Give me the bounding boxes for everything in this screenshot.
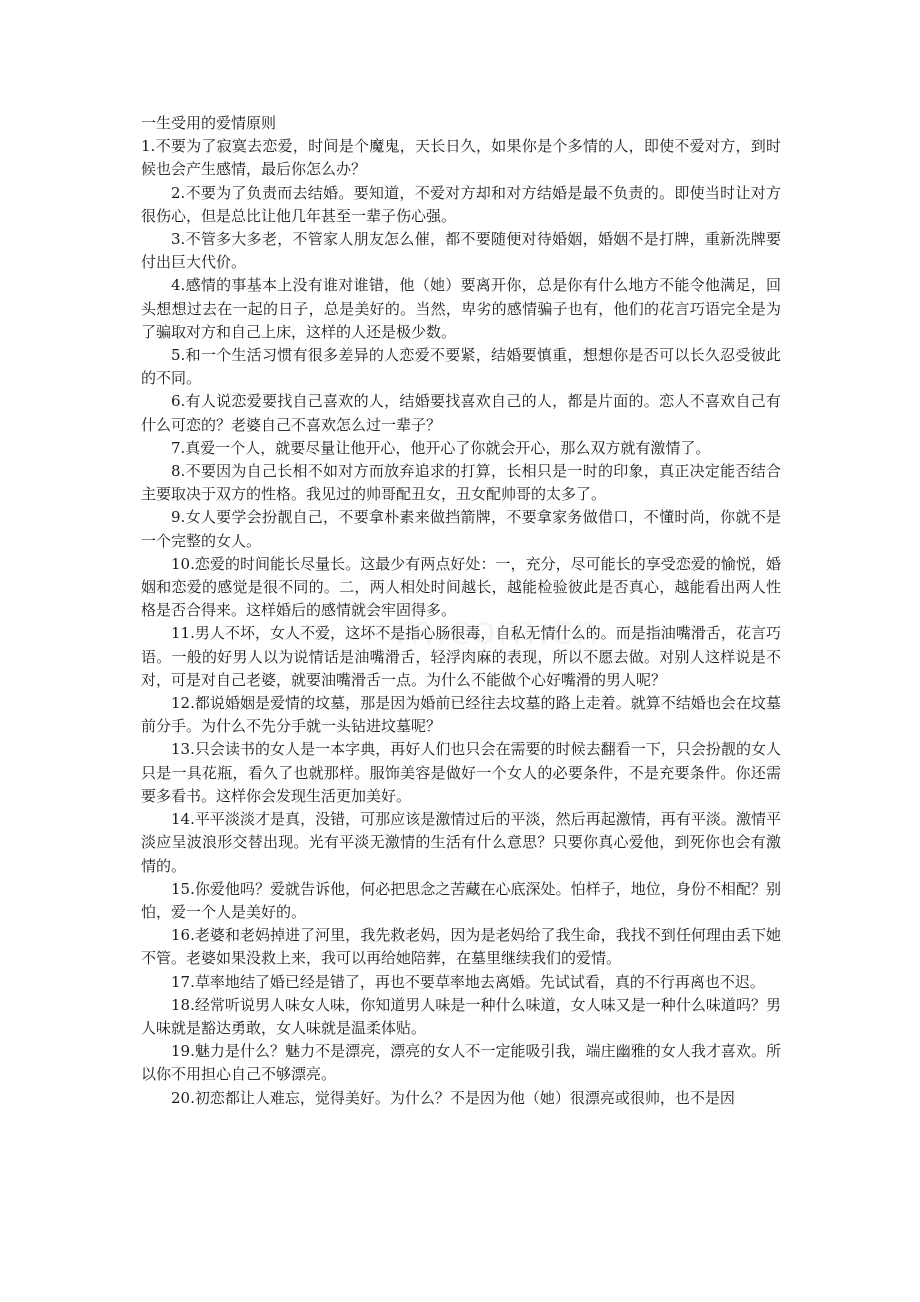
paragraph-8: 8.不要因为自己长相不如对方而放弃追求的打算，长相只是一时的印象，真正决定能否结合主要取决于双方的性格。我见过的帅哥配丑女，丑女配帅哥的太多了。 (141, 462, 781, 504)
paragraph-9: 9.女人要学会扮靓自己，不要拿朴素来做挡箭牌，不要拿家务做借口，不懂时尚，你就不是一个完整的女人。 (141, 508, 781, 550)
paragraph-16: 16.老婆和老妈掉进了河里，我先救老妈，因为是老妈给了我生命，我找不到任何理由丢下她不管。老婆如果没救上来，我可以再给她陪葬，在墓里继续我们的爱情。 (141, 926, 781, 968)
paragraph-18: 18.经常听说男人味女人味，你知道男人味是一种什么味道，女人味又是一种什么味道吗？男人味就是豁达勇敢，女人味就是温柔体贴。 (141, 995, 781, 1037)
paragraph-19: 19.魅力是什么？魅力不是漂亮，漂亮的女人不一定能吸引我，端庄幽雅的女人我才喜欢。所以你不用担心自己不够漂亮。 (141, 1042, 781, 1084)
paragraph-14: 14.平平淡淡才是真，没错，可那应该是激情过后的平淡，然后再起激情，再有平淡。激情平淡应呈波浪形交替出现。光有平淡无激情的生活有什么意思？只要你真心爱他，到死你也会有激情的。 (141, 810, 781, 875)
paragraph-12: 12.都说婚姻是爱情的坟墓，那是因为婚前已经往去坟墓的路上走着。就算不结婚也会在坟墓前分手。为什么不先分手就一头钻进坟墓呢？ (141, 694, 781, 736)
paragraph-3: 3.不管多大多老，不管家人朋友怎么催，都不要随便对待婚姻，婚姻不是打牌，重新洗牌要付出巨大代价。 (141, 230, 781, 272)
document-title: 一生受用的爱情原则 (141, 114, 277, 132)
paragraph-4: 4.感情的事基本上没有谁对谁错，他（她）要离开你，总是你有什么地方不能令他满足，回头想想过去在一起的日子，总是美好的。当然，卑劣的感情骗子也有，他们的花言巧语完全是为了骗取对方和自己上床，这样的人还是极少数。 (141, 276, 781, 341)
paragraph-7: 7.真爱一个人，就要尽量让他开心，他开心了你就会开心，那么双方就有激情了。 (171, 438, 711, 457)
paragraph-1: 1.不要为了寂寞去恋爱，时间是个魔鬼，天长日久，如果你是个多情的人，即使不爱对方，到时候也会产生感情，最后你怎么办？ (141, 137, 781, 179)
paragraph-17: 17.草率地结了婚已经是错了，再也不要草率地去离婚。先试试看，真的不行再离也不迟。 (171, 972, 765, 991)
paragraph-15: 15.你爱他吗？爱就告诉他，何必把思念之苦藏在心底深处。怕样子，地位，身份不相配？别怕，爱一个人是美好的。 (141, 879, 781, 921)
paragraph-6: 6.有人说恋爱要找自己喜欢的人，结婚要找喜欢自己的人，都是片面的。恋人不喜欢自己有什么可恋的？老婆自己不喜欢怎么过一辈子？ (141, 392, 781, 434)
paragraph-5: 5.和一个生活习惯有很多差异的人恋爱不要紧，结婚要慎重，想想你是否可以长久忍受彼此的不同。 (141, 346, 781, 388)
document-page (141, 112, 781, 1110)
paragraph-11: 11.男人不坏，女人不爱，这坏不是指心肠很毒，自私无情什么的。而是指油嘴滑舌，花言巧语。一般的好男人以为说情话是油嘴滑舌，轻浮肉麻的表现，所以不愿去做。对别人这样说是不对，可是对自己老婆，就要油嘴滑舌一点。为什么不能做个心好嘴滑的男人呢？ (141, 624, 781, 689)
paragraph-2: 2.不要为了负责而去结婚。要知道，不爱对方却和对方结婚是最不负责的。即使当时让对方很伤心，但是总比让他几年甚至一辈子伤心强。 (141, 183, 781, 225)
paragraph-13: 13.只会读书的女人是一本字典，再好人们也只会在需要的时候去翻看一下，只会扮靓的女人只是一具花瓶，看久了也就那样。服饰美容是做好一个女人的必要条件，不是充要条件。你还需要多看书。这样你会发现生活更加美好。 (141, 740, 781, 805)
paragraph-10: 10.恋爱的时间能长尽量长。这最少有两点好处：一，充分，尽可能长的享受恋爱的愉悦，婚姻和恋爱的感觉是很不同的。二，两人相处时间越长，越能检验彼此是否真心，越能看出两人性格是否合得来。这样婚后的感情就会牢固得多。 (141, 554, 781, 620)
paragraph-20: 20.初恋都让人难忘，觉得美好。为什么？不是因为他（她）很漂亮或很帅，也不是因 (171, 1088, 735, 1107)
